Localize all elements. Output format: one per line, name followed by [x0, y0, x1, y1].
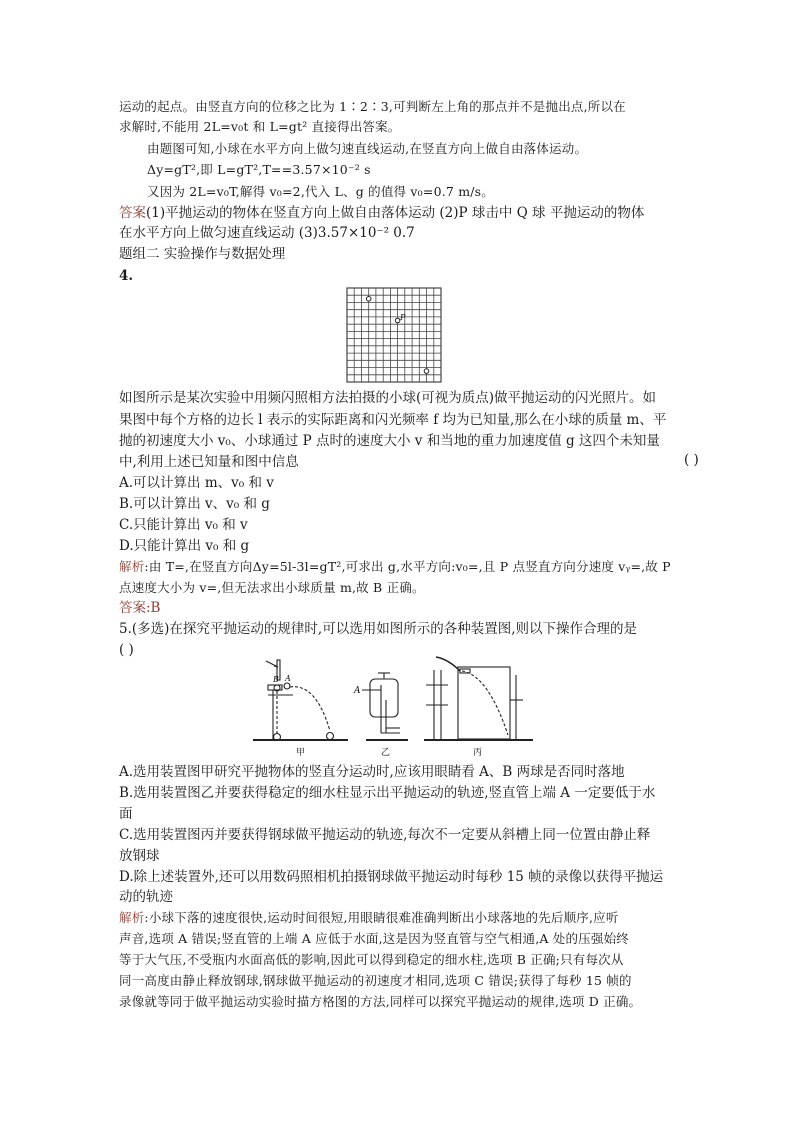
prev-answer-line-2: 在水平方向上做匀速直线运动 (3)3.57×10⁻² 0.7: [119, 225, 415, 241]
analysis-label: 解析: [119, 559, 145, 574]
answer-label: 答案: [119, 205, 146, 221]
q4-grid-figure: [346, 287, 442, 383]
q4-answer: 答案:B: [119, 600, 161, 616]
q5-analysis-label: 解析: [119, 910, 145, 925]
prev-line-4: Δy=gT²,即 L=gT²,T==3.57×10⁻² s: [147, 162, 371, 177]
q5-stem-2: ( ): [119, 642, 134, 658]
q5-analysis-5: 录像就等同于做平抛运动实验时描方格图的方法,同样可以探究平抛运动的规律,选项 D 正确。: [119, 994, 642, 1009]
q5-option-c-2: 放钢球: [119, 848, 160, 864]
q4-stem-3: 抛的初速度大小 v₀、小球通过 P 点时的速度大小 v 和当地的重力加速度值 g 这四个未知量: [119, 433, 660, 449]
q4-stem-4: 中,利用上述已知量和图中信息: [119, 454, 299, 470]
q4-stem-2: 果图中每个方格的边长 l 表示的实际距离和闪光频率 f 均为已知量,那么在小球的质量 m、平: [119, 412, 667, 428]
yi-letter-a: A: [354, 686, 361, 696]
prev-answer-line-1: [119, 203, 719, 223]
q4-analysis-text-1: :由 T=,在竖直方向Δy=5l-3l=gT²,可求出 g,水平方向:v₀=,且 P 点竖直方向分速度 vᵧ=,故 P: [144, 559, 671, 574]
apparatus-jia: [253, 660, 348, 741]
q4-number: 4.: [119, 268, 134, 284]
prev-line-1: 运动的起点。由竖直方向的位移之比为 1∶2∶3,可判断左上角的那点并不是抛出点,所以在: [119, 99, 626, 114]
q5-analysis-text-1: :小球下落的速度很快,运动时间很短,用眼睛很难准确判断出小球落地的先后顺序,应听: [144, 910, 619, 925]
apparatus-bing: [424, 657, 533, 740]
q5-stem-1: 5.(多选)在探究平抛运动的规律时,可以选用如图所示的各种装置图,则以下操作合理的是: [119, 621, 637, 637]
ball-position-3: [424, 369, 429, 374]
q4-option-b: B.可以计算出 v、v₀ 和 g: [119, 496, 270, 512]
q4-analysis-1: [119, 557, 719, 577]
figure-label-jia: 甲: [296, 748, 306, 758]
q4-stem-1: 如图所示是某次实验中用频闪照相方法拍摄的小球(可视为质点)做平抛运动的闪光照片。如: [119, 390, 657, 406]
q5-option-b-1: B.选用装置图乙并要获得稳定的细水柱显示出平抛运动的轨迹,竖直管上端 A 一定要低于水: [119, 785, 656, 801]
q5-option-c-1: C.选用装置图丙并要获得钢球做平抛运动的轨迹,每次不一定要从斜槽上同一位置由静止释: [119, 827, 651, 843]
q5-analysis-1: [119, 908, 719, 928]
q4-option-a: A.可以计算出 m、v₀ 和 v: [119, 475, 274, 491]
q5-option-d-2: 动的轨迹: [119, 889, 173, 905]
q5-analysis-3: 等于大气压,不受瓶内水面高低的影响,因此可以得到稳定的细水柱,选项 B 正确;只有每次从: [119, 952, 624, 967]
ball-position-1: [366, 297, 371, 302]
jia-letter-b: B: [273, 675, 279, 684]
apparatus-yi: [353, 673, 408, 740]
q4-option-c: C.只能计算出 v₀ 和 v: [119, 517, 248, 533]
jia-letter-a: A: [285, 674, 291, 683]
q5-option-d-1: D.除上述装置外,还可以用数码照相机拍摄钢球做平抛运动时每秒 15 帧的录像以获得平抛运: [119, 869, 664, 885]
q5-analysis-2: 声音,选项 A 错误;竖直管的上端 A 应低于水面,这是因为竖直管与空气相通,A 处的压强始终: [119, 931, 629, 946]
q4-answer-paren: ( ): [684, 452, 699, 468]
q5-option-a: A.选用装置图甲研究平抛物体的竖直分运动时,应该用眼睛看 A、B 两球是否同时落地: [119, 764, 625, 780]
group-title: 题组二 实验操作与数据处理: [119, 246, 286, 262]
point-p-label: P: [400, 313, 406, 322]
prev-line-2: 求解时,不能用 2L=v₀t 和 L=gt² 直接得出答案。: [119, 119, 401, 134]
q5-analysis-4: 同一高度由静止释放钢球,钢球做平抛运动的初速度才相同,选项 C 错误;获得了每秒 15 帧的: [119, 973, 632, 988]
q4-option-d: D.只能计算出 v₀ 和 g: [119, 538, 250, 554]
q5-option-b-2: 面: [119, 806, 133, 822]
prev-line-3: 由题图可知,小球在水平方向上做匀速直线运动,在竖直方向上做自由落体运动。: [147, 141, 588, 156]
answer-text-1: (1)平抛运动的物体在竖直方向上做自由落体运动 (2)P 球击中 Q 球 平抛运动的物体: [146, 205, 645, 221]
q4-analysis-2: 点速度大小为 v=,但无法求出小球质量 m,故 B 正确。: [119, 580, 425, 595]
prev-line-5: 又因为 2L=v₀T,解得 v₀=2,代入 L、g 的值得 v₀=0.7 m/s。: [147, 184, 494, 199]
figure-label-bing: 丙: [473, 748, 483, 758]
figure-label-yi: 乙: [381, 748, 391, 758]
q5-apparatus-figure: [248, 655, 548, 760]
